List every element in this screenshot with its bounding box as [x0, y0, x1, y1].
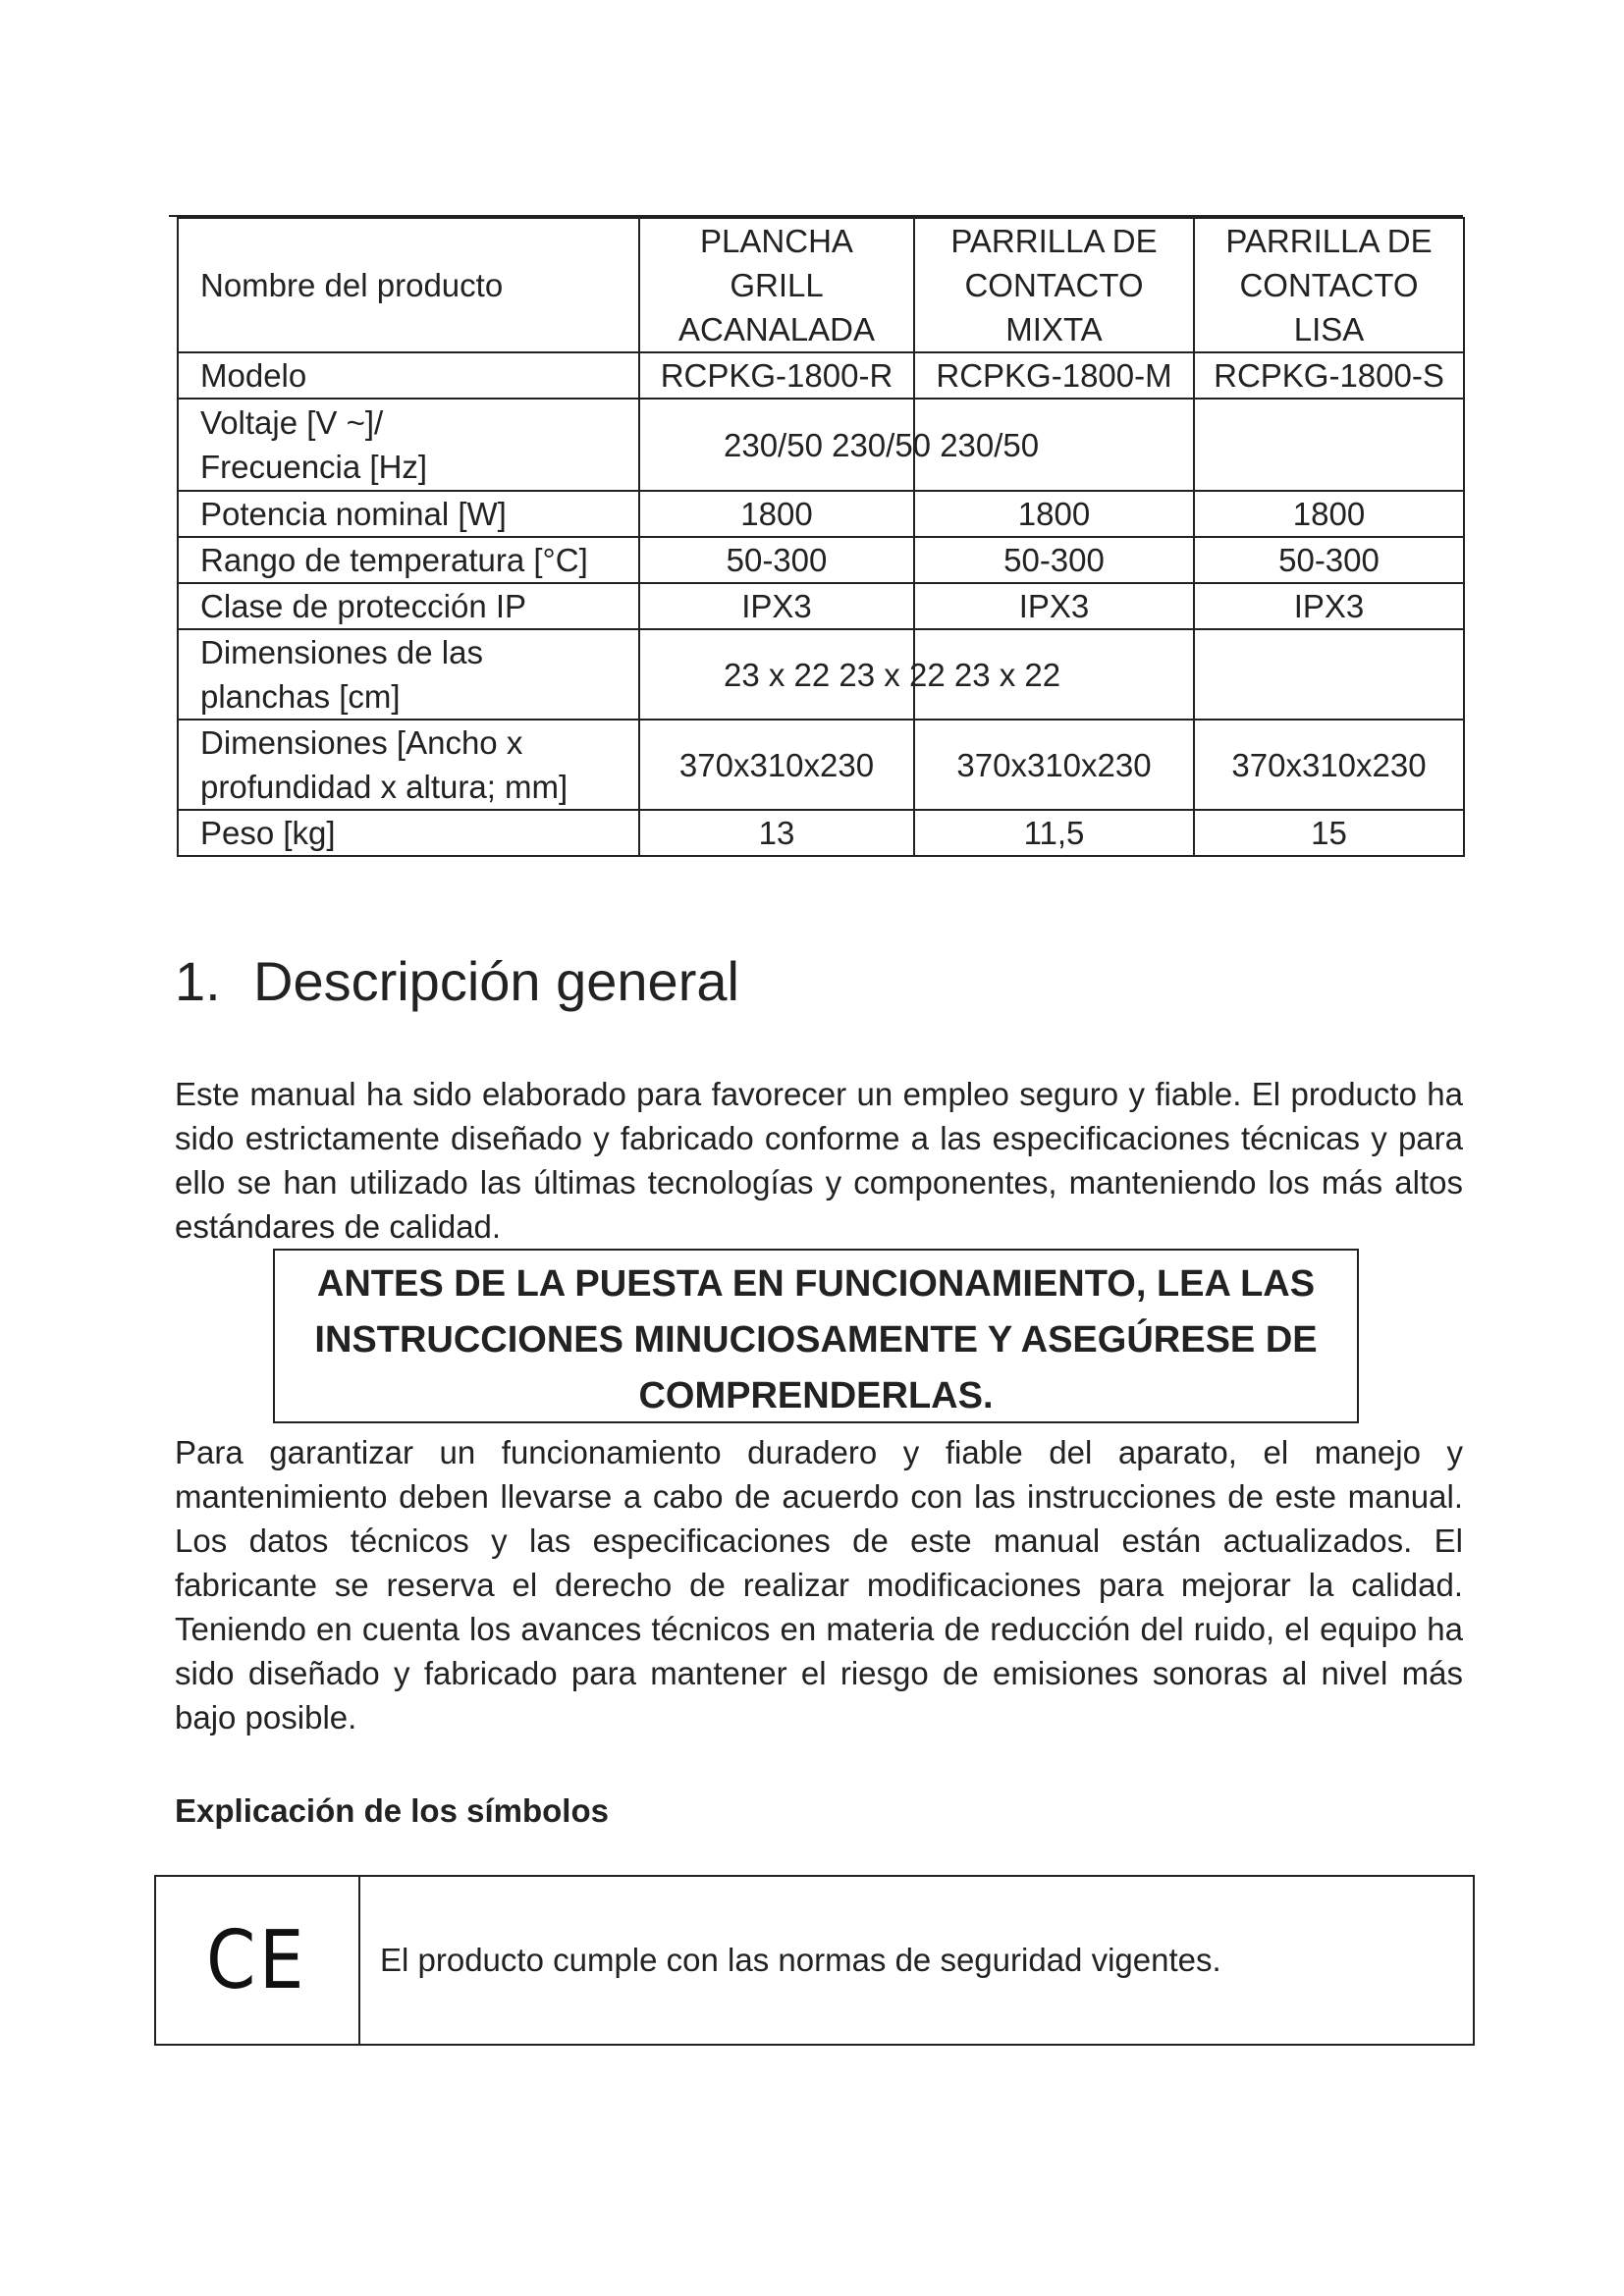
table-row-voltage: [178, 399, 1464, 491]
symbol-description: El producto cumple con las normas de seguridad vigentes.: [359, 1876, 1474, 2045]
product-name-m: PARRILLA DE CONTACTO MIXTA: [914, 218, 1194, 352]
section-number: 1.: [175, 950, 221, 1012]
warning-line: COMPRENDERLAS.: [638, 1375, 994, 1416]
row-label: Dimensiones [Ancho x profundidad x altura; mm]: [178, 720, 639, 810]
table-header-row: [178, 218, 1464, 352]
section-heading: [175, 947, 739, 1016]
warning-line: ANTES DE LA PUESTA EN FUNCIONAMIENTO, LEA LAS: [316, 1263, 1316, 1305]
cell-empty: [1194, 399, 1464, 491]
cell-value-merged: 230/50 230/50 230/50: [639, 399, 914, 491]
cell-value: RCPKG-1800-M: [914, 352, 1194, 399]
ce-mark-icon: CE: [206, 1913, 308, 2007]
table-row-dimensions: [178, 720, 1464, 810]
body-paragraph: Para garantizar un funcionamiento duradero y fiable del aparato, el manejo y mantenimiento deben llevarse a cabo de acuerdo con las instrucciones de este manual. Los datos técnicos y las especificaciones de este manual están actualizados. El fabricante se reserva el derecho de realizar modificaciones para mejorar la calidad. Teniendo en cuenta los avances técnicos en materia de reducción del ruido, el equipo ha sido diseñado y fabricado para mantener el riesgo de emisiones sonoras al nivel más bajo posible.: [175, 1434, 1463, 1735]
table-row-power: [178, 491, 1464, 537]
row-label: Clase de protección IP: [178, 583, 639, 629]
cell-value: 1800: [914, 491, 1194, 537]
cell-value: IPX3: [639, 583, 914, 629]
intro-paragraph: Este manual ha sido elaborado para favorecer un empleo seguro y fiable. El producto ha sido estrictamente diseñado y fabricado conforme a las especificaciones técnicas y para ello se han utilizado las últimas tecnologías y componentes, manteniendo los más altos estándares de calidad.: [175, 1076, 1463, 1245]
table-row-weight: [178, 810, 1464, 856]
spec-table: [177, 217, 1465, 857]
product-name-s: PARRILLA DE CONTACTO LISA: [1194, 218, 1464, 352]
cell-value: 1800: [639, 491, 914, 537]
row-label: Peso [kg]: [178, 810, 639, 856]
cell-value: 50-300: [639, 537, 914, 583]
cell-value: 370x310x230: [914, 720, 1194, 810]
symbol-cell: [155, 1876, 359, 2045]
cell-value: RCPKG-1800-R: [639, 352, 914, 399]
table-row-model: [178, 352, 1464, 399]
cell-value: 50-300: [1194, 537, 1464, 583]
cell-value: 13: [639, 810, 914, 856]
table-row-plates: [178, 629, 1464, 720]
warning-box: [273, 1249, 1359, 1423]
cell-value: 15: [1194, 810, 1464, 856]
cell-value: RCPKG-1800-S: [1194, 352, 1464, 399]
symbols-heading: Explicación de los símbolos: [175, 1792, 609, 1829]
cell-value: 50-300: [914, 537, 1194, 583]
symbols-table: [154, 1875, 1475, 2046]
section-title: Descripción general: [253, 950, 739, 1012]
cell-empty: [1194, 629, 1464, 720]
cell-value: IPX3: [914, 583, 1194, 629]
warning-line: INSTRUCCIONES MINUCIOSAMENTE Y ASEGÚRESE DE: [314, 1319, 1318, 1361]
table-row: [155, 1876, 1474, 2045]
row-label: Potencia nominal [W]: [178, 491, 639, 537]
cell-value: 370x310x230: [639, 720, 914, 810]
cell-value: 11,5: [914, 810, 1194, 856]
cell-value: IPX3: [1194, 583, 1464, 629]
cell-value: 370x310x230: [1194, 720, 1464, 810]
cell-value-merged: 23 x 22 23 x 22 23 x 22: [639, 629, 914, 720]
table-row-ip: [178, 583, 1464, 629]
row-label: Dimensiones de las planchas [cm]: [178, 629, 639, 720]
product-name-r: PLANCHA GRILL ACANALADA: [639, 218, 914, 352]
row-label: Voltaje [V ~]/ Frecuencia [Hz]: [178, 399, 639, 491]
table-row-temperature: [178, 537, 1464, 583]
header-label: Nombre del producto: [178, 218, 639, 352]
cell-value: 1800: [1194, 491, 1464, 537]
row-label: Modelo: [178, 352, 639, 399]
row-label: Rango de temperatura [°C]: [178, 537, 639, 583]
